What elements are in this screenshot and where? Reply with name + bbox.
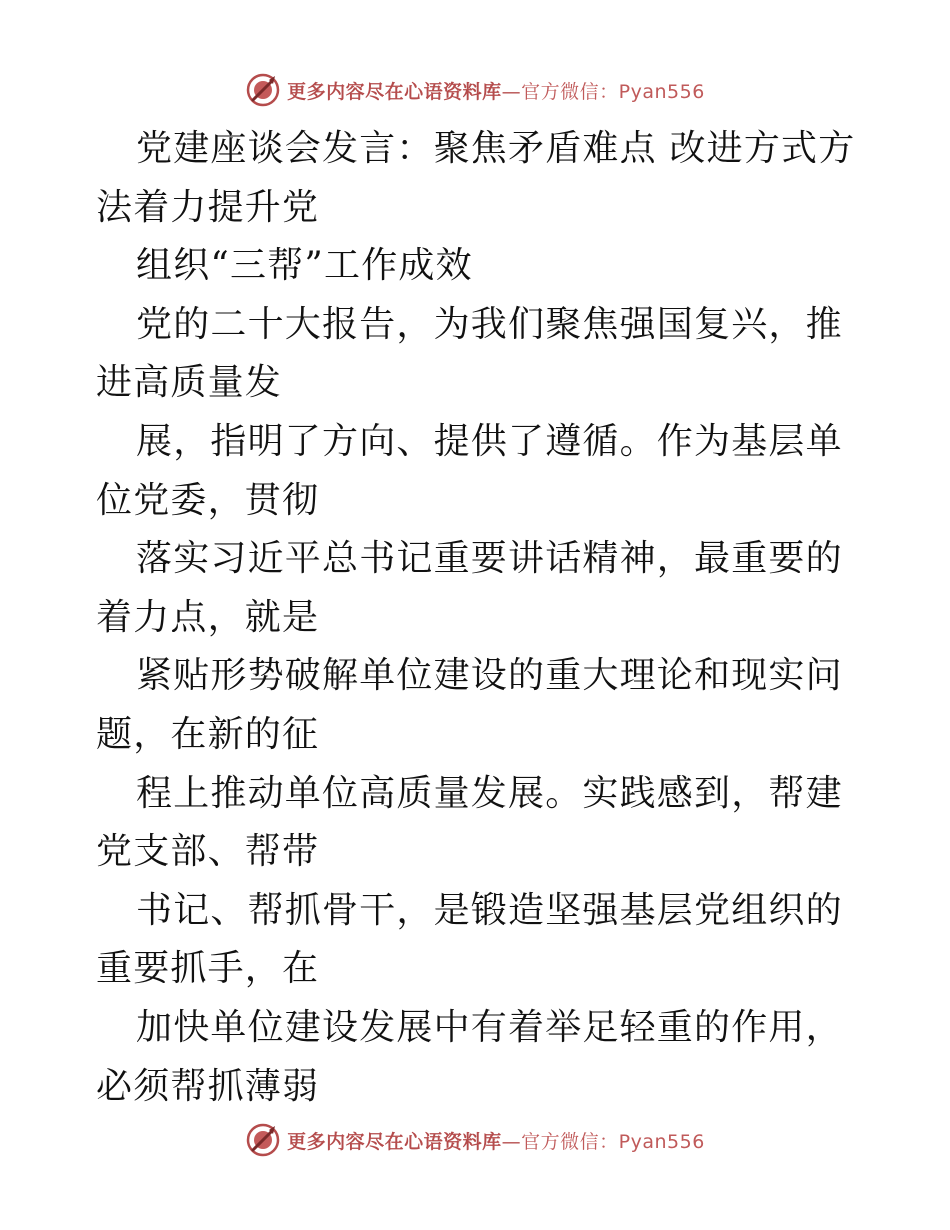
body-paragraph: 加快单位建设发展中有着举足轻重的作用，必须帮抓薄弱 <box>96 1006 843 1107</box>
body-paragraph: 展，指明了方向、提供了遵循。作为基层单位党委，贯彻 <box>96 420 843 521</box>
banner-brand: 更多内容尽在心语资料库 <box>287 80 502 103</box>
banner-separator: — <box>501 80 522 103</box>
body-paragraph: 落实习近平总书记重要讲话精神，最重要的着力点，就是 <box>96 538 843 638</box>
red-seal-logo-icon <box>245 72 281 108</box>
banner-contact: 官方微信：Pyan556 <box>521 80 705 103</box>
footer-banner <box>0 1120 950 1160</box>
banner-separator: — <box>501 1130 522 1153</box>
banner-contact: 官方微信：Pyan556 <box>521 1130 705 1153</box>
body-paragraph: 党的二十大报告，为我们聚焦强国复兴，推进高质量发 <box>96 303 843 404</box>
banner-text <box>287 1127 705 1154</box>
document-body <box>96 120 856 1116</box>
title-paragraph-continued: 组织“三帮”工作成效 <box>136 245 473 287</box>
header-banner <box>0 70 950 110</box>
body-paragraph: 书记、帮抓骨干，是锻造坚强基层党组织的重要抓手，在 <box>96 889 843 990</box>
body-paragraph: 程上推动单位高质量发展。实践感到，帮建党支部、帮带 <box>96 772 843 873</box>
title-paragraph: 党建座谈会发言：聚焦矛盾难点 改进方式方法着力提升党 <box>96 128 856 228</box>
banner-brand: 更多内容尽在心语资料库 <box>287 1130 502 1153</box>
banner-text <box>287 77 705 104</box>
red-seal-logo-icon <box>245 1122 281 1158</box>
body-paragraph: 紧贴形势破解单位建设的重大理论和现实问题，在新的征 <box>96 655 843 755</box>
